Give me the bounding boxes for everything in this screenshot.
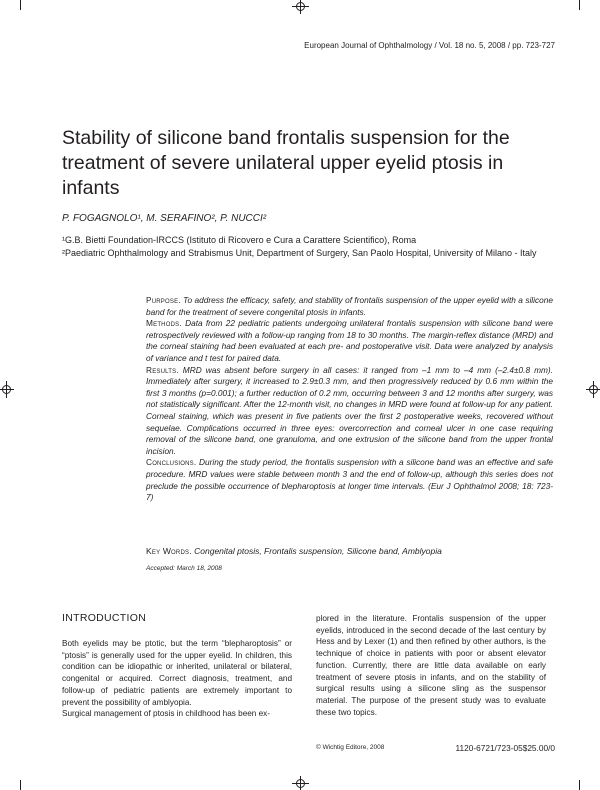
- affiliation-2: ²Paediatric Ophthalmology and Strabismus Unit, Department of Surgery, San Paolo Hospital, University of Milano - Italy: [62, 248, 537, 258]
- abstract-methods: [146, 318, 553, 364]
- conclusions-label: Conclusions.: [146, 457, 197, 468]
- methods-label: Methods.: [146, 318, 182, 329]
- abstract-purpose: [146, 295, 553, 318]
- abstract-conclusions: [146, 457, 553, 503]
- crop-mark-bottom-right: [579, 780, 580, 790]
- crop-mark-top-left: [20, 0, 21, 10]
- affiliation-1: ¹G.B. Bietti Foundation-IRCCS (Istituto di Ricovero e Cura a Carattere Scientifico), Roma: [62, 235, 417, 245]
- paragraph: Both eyelids may be ptotic, but the term “blepharoptosis” or “ptosis” is generally used for the upper eyelid. In children, this condition can be idiopathic or inherited, unilateral or bilateral, congenital or acquired. Correct diagnosis, treatment, and follow-up of pediatric patients are extremely important to prevent the possibility of amblyopia.: [62, 639, 292, 707]
- paragraph: plored in the literature. Frontalis suspension of the upper eyelids, introduced in the second decade of the last century by Hess and by Lexer (1) and then refined by other authors, is the technique of choice in patients with poor or absent elevator function. Currently, there are little data available on early treatment of severe ptosis in infants, and on the stability of surgical results using a silicone sling as the suspensor material. The purpose of the present study was to evaluate these two topics.: [316, 614, 546, 717]
- body-column-right: [316, 613, 546, 718]
- conclusions-text: During the study period, the frontalis suspension with a silicone band was an effective and safe procedure. MRD values were stable between month 3 and the end of follow-up, although this series does not preclude the possible occurrence of blepharoptosis at longer time intervals. (Eur J Ophthalmol 2008; 18: 723-7): [146, 457, 553, 503]
- paragraph: Surgical management of ptosis in childhood has been ex-: [62, 709, 270, 719]
- crop-mark-top-right: [579, 0, 580, 10]
- journal-running-header: European Journal of Ophthalmology / Vol. 18 no. 5, 2008 / pp. 723-727: [304, 41, 555, 50]
- purpose-label: Purpose.: [146, 295, 181, 305]
- accepted-date: Accepted: March 18, 2008: [146, 565, 222, 572]
- abstract-results: [146, 365, 553, 458]
- section-heading-introduction: INTRODUCTION: [62, 612, 147, 624]
- body-column-left: [62, 638, 292, 720]
- author-list: P. FOGAGNOLO¹, M. SERAFINO², P. NUCCI²: [62, 213, 267, 224]
- footer-copyright: © Wichtig Editore, 2008: [316, 744, 385, 751]
- footer-issn-code: 1120-6721/723-05$25.00/0: [455, 743, 555, 753]
- abstract: [146, 295, 553, 504]
- methods-text: Data from 22 pediatric patients undergoing unilateral frontalis suspension with silicone band were retrospectively reviewed with a follow-up ranging from 18 to 30 months. The margin-reflex distance (MRD) and the corneal staining had been evaluated at each pre- and postoperative visit. Data were analyzed by analysis of variance and t test for paired data.: [146, 318, 553, 363]
- crop-mark-bottom-left: [20, 780, 21, 790]
- keywords-label: Key Words.: [146, 546, 192, 556]
- article-title: Stability of silicone band frontalis suspension for the treatment of severe unilateral upper eyelid ptosis in infants: [62, 127, 510, 199]
- keywords: [146, 546, 442, 556]
- keywords-text: Congenital ptosis, Frontalis suspension, Silicone band, Amblyopia: [191, 546, 442, 556]
- purpose-text: To address the efficacy, safety, and stability of frontalis suspension of the upper eyelid with a silicone band for the treatment of severe congenital ptosis in infants.: [146, 295, 553, 317]
- results-label: Results.: [146, 364, 179, 375]
- results-text: MRD was absent before surgery in all cases: it ranged from –1 mm to –4 mm (–2.4±0.8 mm). Immediately after surgery, it increased to 2.9±0.3 mm, and then progressively reduced by 0.6 mm within the first 3 months (p=0.001); a further reduction of 0.2 mm, occurring between 3 and 12 months after surgery, was not statistically significant. After the 12-month visit, no changes in MRD were found at follow-up for any patient. Corneal staining, which was present in five patients over the first 2 postoperative weeks, recovered without sequelae. Complications occurred in three eyes: overcorrection and corneal ulcer in one case requiring removal of the silicone band, one granuloma, and one extrusion of the silicone band from the upper frontal incision.: [146, 364, 553, 456]
